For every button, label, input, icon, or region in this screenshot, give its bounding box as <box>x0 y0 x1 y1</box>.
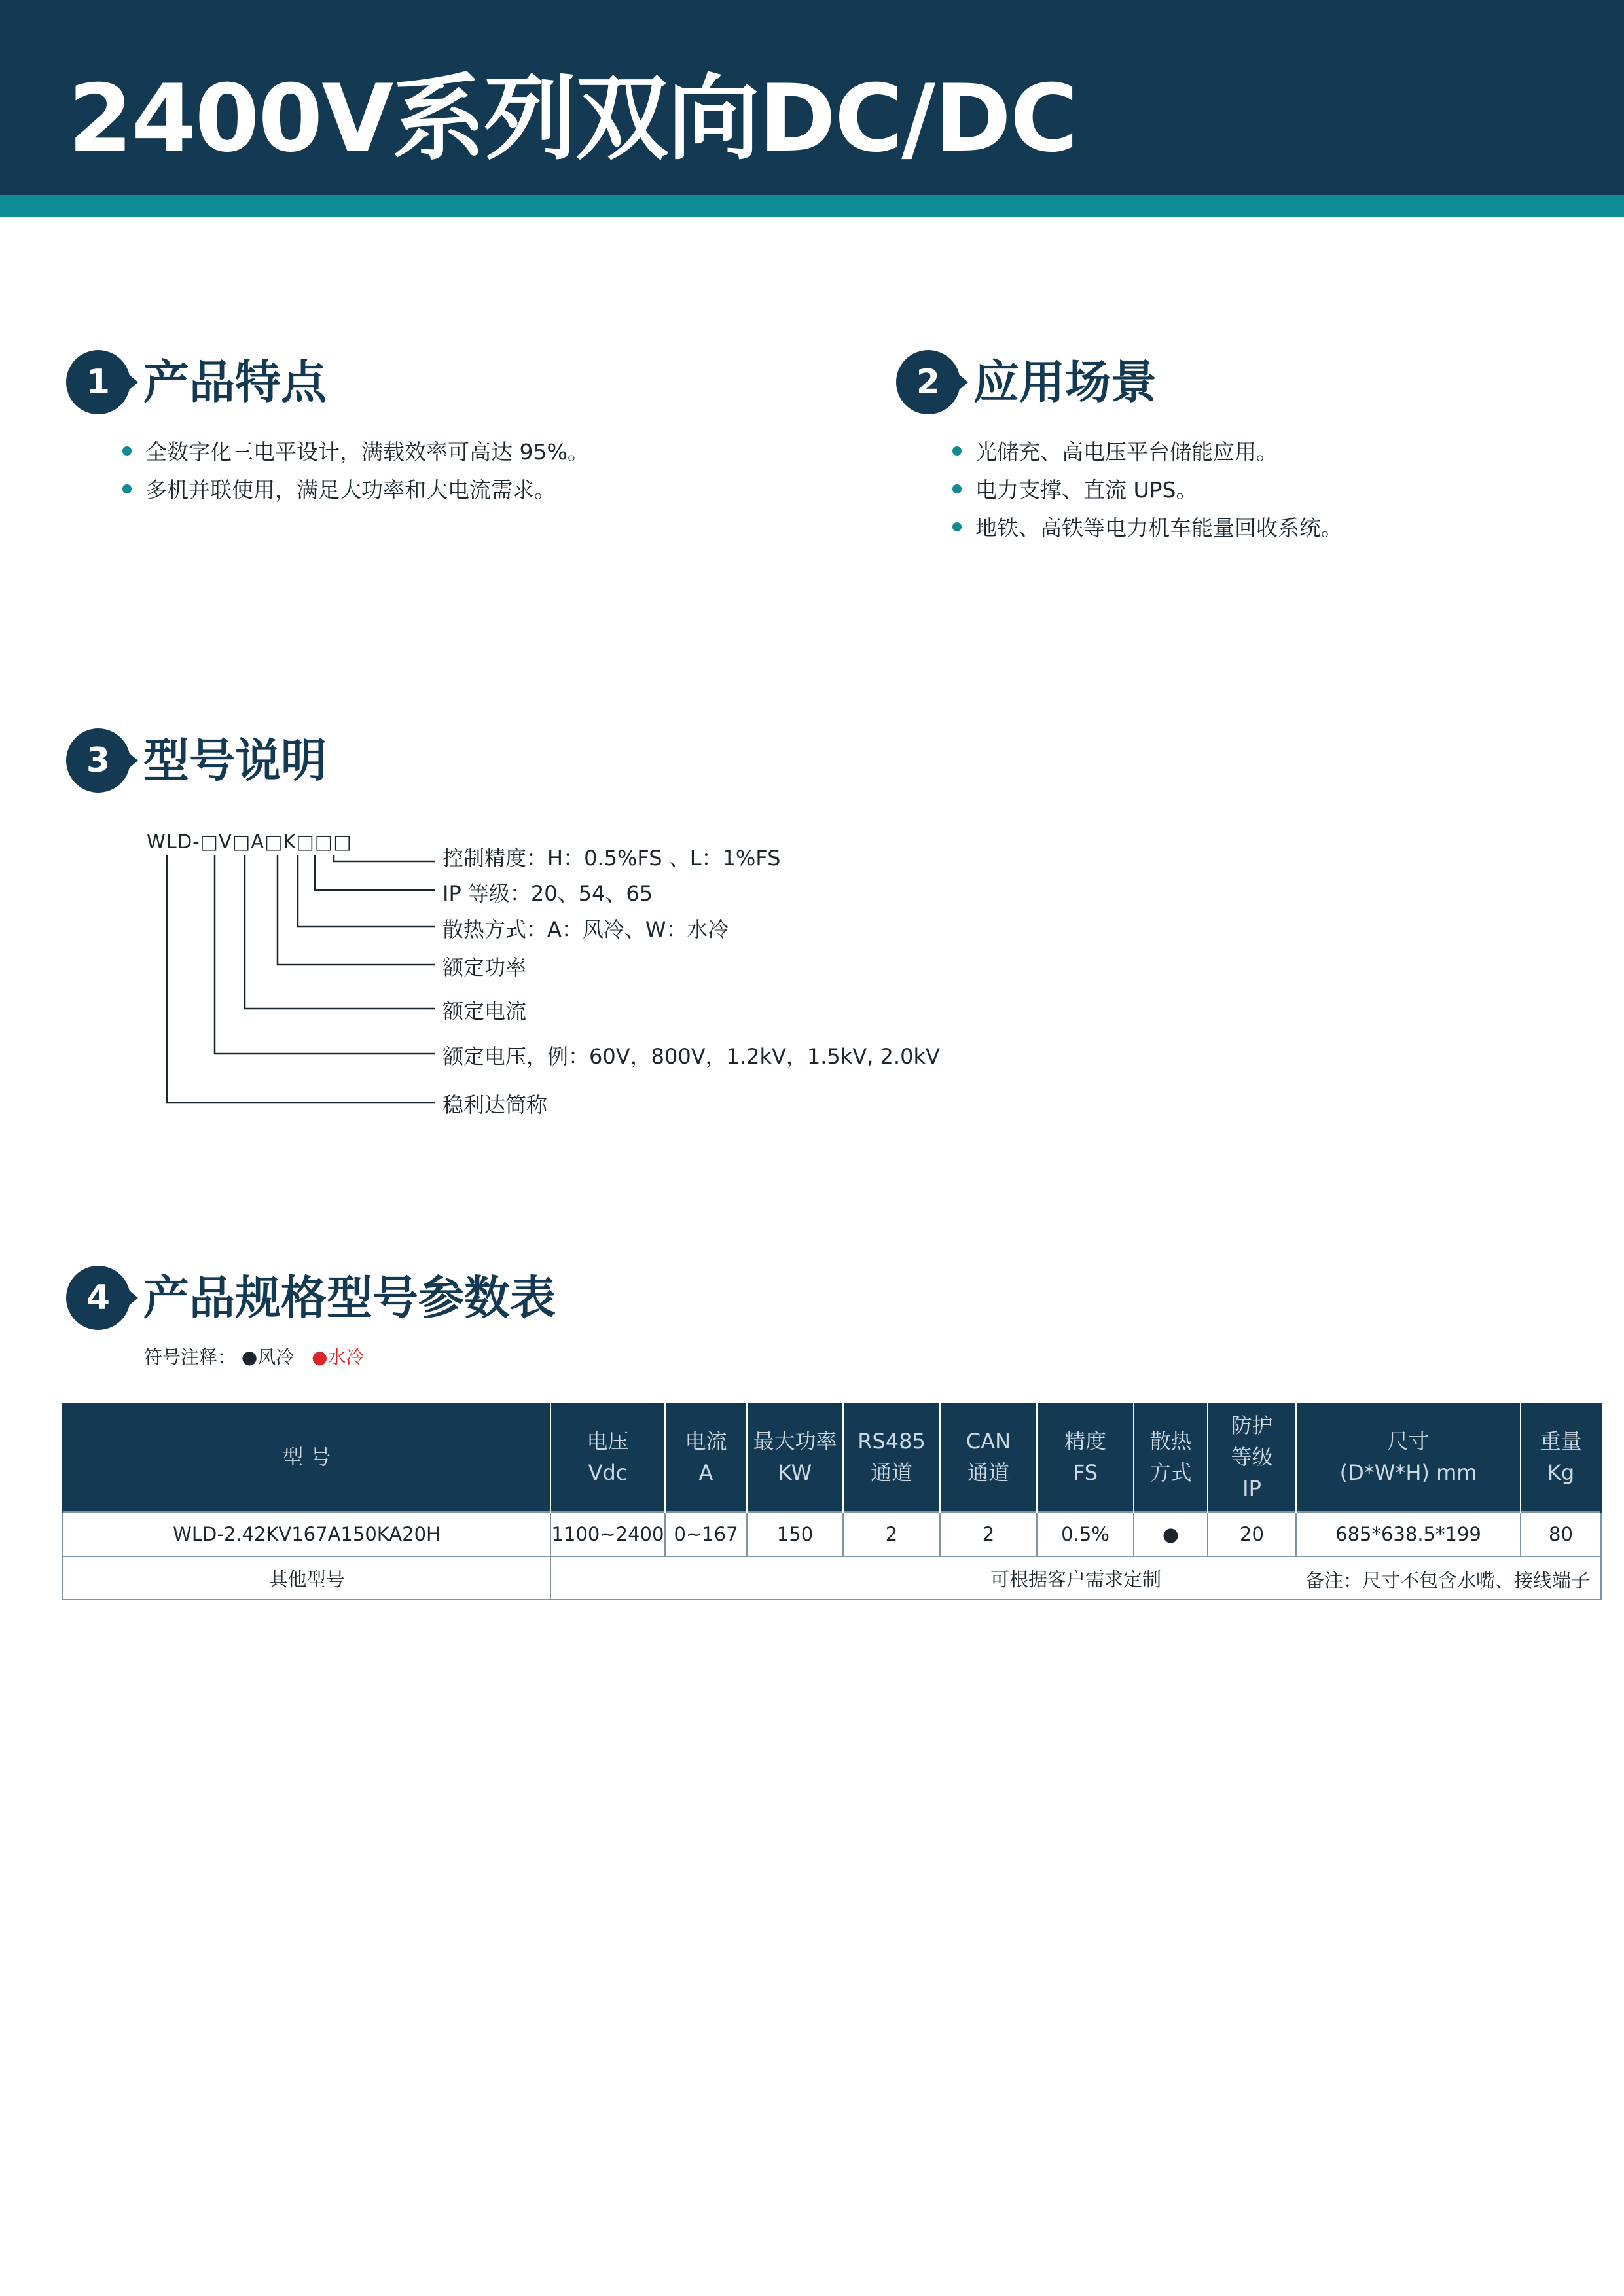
section-4-number-badge: 4 <box>66 1266 130 1330</box>
col-header-current: 电流 A <box>665 1403 747 1512</box>
cell-current: 0~167 <box>665 1512 747 1556</box>
line-abbrev <box>167 855 435 1103</box>
label-ip-grade: IP 等级：20、54、65 <box>442 881 653 906</box>
section-2-number-badge: 2 <box>896 350 960 414</box>
line-current <box>245 855 435 1009</box>
col-header-precision: 精度 FS <box>1037 1403 1134 1512</box>
section-1-title: 产品特点 <box>143 355 327 409</box>
cell-rs485: 2 <box>843 1512 940 1556</box>
table-header-row <box>63 1403 1601 1512</box>
label-rated-voltage: 额定电压，例：60V，800V，1.2kV，1.5kV, 2.0kV <box>442 1044 940 1069</box>
label-rated-current: 额定电流 <box>442 999 527 1024</box>
cell-size: 685*638.5*199 <box>1296 1512 1521 1556</box>
header-accent-stripe <box>0 195 1624 217</box>
list-item: 电力支撑、直流 UPS。 <box>952 471 1343 509</box>
label-rated-power: 额定功率 <box>442 955 527 980</box>
col-header-model: 型 号 <box>63 1403 550 1512</box>
list-item: 多机并联使用，满足大功率和大电流需求。 <box>122 471 589 509</box>
line-precision <box>334 855 435 861</box>
bullet-icon <box>952 522 962 531</box>
col-header-ip: 防护 等级 IP <box>1208 1403 1296 1512</box>
label-precision: 控制精度：H：0.5%FS 、L：1%FS <box>442 846 781 870</box>
cell-other-note <box>550 1556 1601 1600</box>
applications-list <box>952 433 1343 547</box>
table-row <box>63 1512 1601 1556</box>
col-header-size: 尺寸 (D*W*H) mm <box>1296 1403 1521 1512</box>
bullet-icon <box>122 446 132 456</box>
cell-model: WLD-2.42KV167A150KA20H <box>63 1512 550 1556</box>
section-1-number-badge: 1 <box>66 350 130 414</box>
col-header-can: CAN 通道 <box>940 1403 1037 1512</box>
cell-ip: 20 <box>1208 1512 1296 1556</box>
label-brand-abbrev: 稳利达简称 <box>442 1092 548 1117</box>
model-code: WLD-□V□A□K□□□ <box>147 831 352 853</box>
cell-can: 2 <box>940 1512 1037 1556</box>
line-voltage <box>215 855 435 1054</box>
cell-voltage: 1100~2400 <box>550 1512 665 1556</box>
cell-other-label: 其他型号 <box>63 1556 550 1600</box>
cell-precision: 0.5% <box>1037 1512 1134 1556</box>
custom-order-text: 可根据客户需求定制 <box>990 1568 1161 1590</box>
line-power <box>278 855 435 965</box>
col-header-max-power: 最大功率 KW <box>747 1403 843 1512</box>
features-list <box>122 433 589 509</box>
list-item: 光储充、高电压平台储能应用。 <box>952 433 1343 471</box>
section-3-title: 型号说明 <box>143 734 327 787</box>
symbol-legend <box>144 1344 365 1371</box>
label-cooling: 散热方式：A：风冷、W：水冷 <box>442 917 729 942</box>
cell-cooling: ● <box>1134 1512 1208 1556</box>
legend-water-cooled: ●水冷 <box>312 1346 365 1368</box>
section-3-number-badge: 3 <box>66 728 130 793</box>
remark-text: 备注：尺寸不包含水嘴、接线端子 <box>1305 1570 1590 1592</box>
list-item: 全数字化三电平设计，满载效率可高达 95%。 <box>122 433 589 471</box>
table-row-other-models <box>63 1556 1601 1600</box>
col-header-weight: 重量 Kg <box>1521 1403 1601 1512</box>
page-title: 2400V系列双向DC/DC <box>68 65 1077 173</box>
bullet-icon <box>952 484 962 493</box>
section-2-title: 应用场景 <box>973 355 1157 409</box>
col-header-rs485: RS485 通道 <box>843 1403 940 1512</box>
line-cooling <box>298 855 435 927</box>
col-header-cooling: 散热 方式 <box>1134 1403 1208 1512</box>
col-header-voltage: 电压 Vdc <box>550 1403 665 1512</box>
legend-prefix: 符号注释： <box>144 1346 236 1368</box>
line-ip <box>315 855 435 890</box>
section-4-title: 产品规格型号参数表 <box>143 1271 556 1325</box>
list-item: 地铁、高铁等电力机车能量回收系统。 <box>952 509 1343 547</box>
cell-max-power: 150 <box>747 1512 843 1556</box>
bullet-icon <box>952 446 962 456</box>
cell-weight: 80 <box>1521 1512 1601 1556</box>
bullet-icon <box>122 484 132 493</box>
legend-air-cooled: ●风冷 <box>241 1346 295 1368</box>
spec-table <box>62 1403 1602 1600</box>
